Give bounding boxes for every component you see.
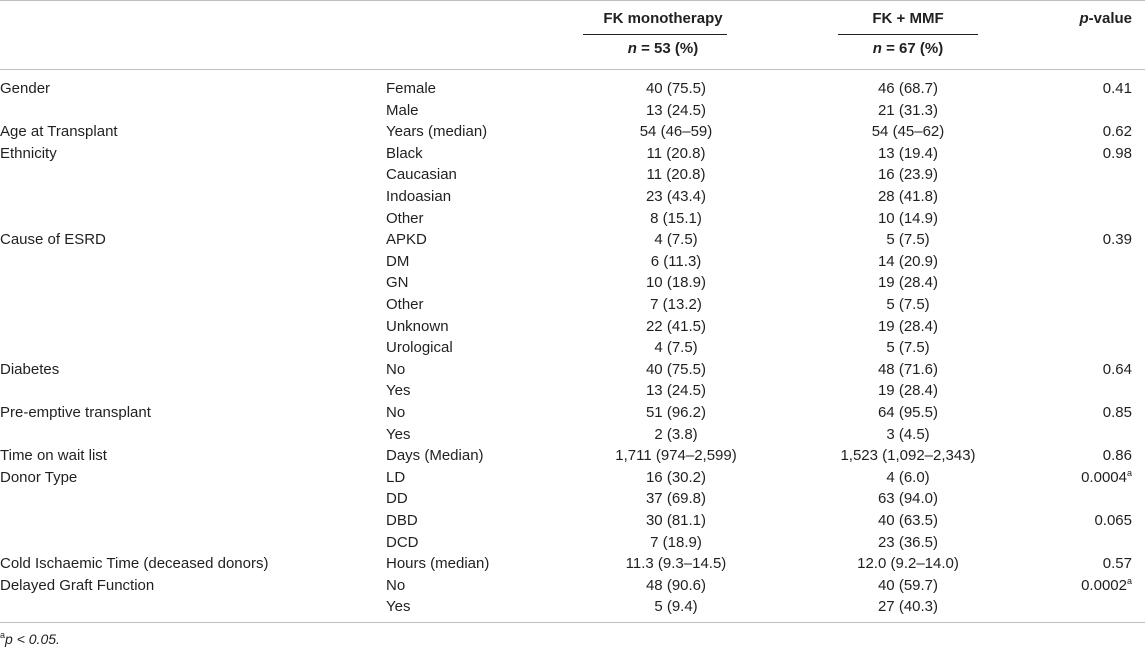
fk-mmf-cell: 28 (41.8) — [877, 188, 939, 205]
p-value-cell: 0.57 — [1102, 555, 1132, 573]
fk-monotherapy-cell: 11 (20.8) — [646, 166, 706, 184]
table-row — [0, 553, 1145, 575]
fk-monotherapy-cell: 13 (24.5) — [645, 382, 707, 400]
fk-mmf-cell: 21 (31.3) — [877, 101, 939, 119]
fk-monotherapy-cell: 30 (81.1) — [645, 512, 707, 529]
category-cell: Female — [386, 80, 437, 97]
category-cell: APKD — [386, 231, 427, 249]
category-cell: DD — [386, 490, 408, 508]
category-cell: DCD — [386, 533, 419, 551]
category-cell: Male — [386, 101, 419, 119]
category-cell: Days (Median) — [386, 447, 484, 465]
header-mmf-n: n = 67 (%) — [872, 40, 944, 57]
fk-monotherapy-cell: 8 (15.1) — [650, 209, 702, 227]
table-row — [0, 424, 1145, 446]
table-row — [0, 445, 1145, 467]
category-cell: Caucasian — [386, 166, 457, 184]
table-row — [0, 488, 1145, 510]
p-value-cell: 0.065 — [1094, 512, 1132, 529]
category-cell: DBD — [386, 512, 418, 529]
footnote-p: p — [5, 631, 13, 647]
p-value-cell: 0.86 — [1102, 447, 1132, 465]
table-row — [0, 294, 1145, 316]
p-value-cell: 0.64 — [1102, 360, 1132, 378]
category-cell: Urological — [386, 339, 453, 357]
table-row — [0, 143, 1145, 165]
category-cell: Black — [386, 144, 423, 162]
category-cell: Yes — [386, 382, 411, 400]
category-cell: Other — [386, 296, 424, 313]
fk-mmf-cell: 40 (59.7) — [877, 576, 939, 594]
fk-mmf-cell: 12.0 (9.2–14.0) — [857, 555, 959, 573]
table-row — [0, 510, 1145, 532]
variable-cell: Ethnicity — [0, 144, 57, 162]
category-cell: No — [386, 360, 406, 378]
category-cell: DM — [386, 252, 410, 270]
variable-cell: Time on wait list — [0, 447, 107, 465]
fk-mmf-cell: 63 (94.0) — [877, 490, 939, 508]
fk-mmf-cell: 23 (36.5) — [877, 533, 939, 551]
fk-mmf-cell: 5 (7.5) — [886, 231, 930, 249]
category-cell: Unknown — [386, 317, 449, 335]
fk-mmf-cell: 3 (4.5) — [886, 425, 930, 443]
footnote-marker: a — [0, 630, 6, 640]
fk-monotherapy-cell: 7 (13.2) — [650, 296, 702, 313]
fk-monotherapy-cell: 2 (3.8) — [654, 425, 698, 443]
table-row — [0, 337, 1145, 359]
variable-cell: Cause of ESRD — [0, 231, 106, 249]
bottom-rule — [0, 622, 1145, 623]
significance-marker: a — [1126, 467, 1132, 478]
header-fk-underline — [583, 34, 727, 35]
table-row — [0, 575, 1145, 597]
category-cell: GN — [386, 274, 409, 292]
fk-monotherapy-cell: 6 (11.3) — [650, 252, 702, 270]
fk-mmf-cell: 13 (19.4) — [877, 144, 939, 162]
fk-monotherapy-cell: 13 (24.5) — [645, 101, 707, 119]
table-row — [0, 229, 1145, 251]
table-row — [0, 532, 1145, 554]
fk-mmf-cell: 40 (63.5) — [877, 512, 939, 529]
table-row — [0, 316, 1145, 338]
fk-monotherapy-cell: 51 (96.2) — [645, 404, 707, 421]
header-fk-monotherapy: FK monotherapy — [603, 10, 723, 27]
category-cell: Indoasian — [386, 188, 452, 205]
fk-mmf-cell: 48 (71.6) — [877, 360, 939, 378]
category-cell: Hours (median) — [386, 555, 490, 573]
fk-mmf-cell: 19 (28.4) — [877, 317, 939, 335]
footnote — [0, 631, 60, 647]
fk-mmf-cell: 10 (14.9) — [877, 209, 939, 227]
category-cell: Years (median) — [386, 123, 488, 141]
category-cell: No — [386, 576, 406, 594]
p-value-cell: 0.62 — [1102, 123, 1132, 141]
fk-mmf-cell: 1,523 (1,092–2,343) — [840, 447, 976, 465]
table-row — [0, 251, 1145, 273]
fk-monotherapy-cell: 37 (69.8) — [645, 490, 707, 508]
variable-cell: Age at Transplant — [0, 123, 118, 141]
table-row — [0, 272, 1145, 294]
p-value-cell: 0.0002$^a$ — [1081, 575, 1132, 594]
fk-monotherapy-cell: 7 (18.9) — [650, 533, 702, 551]
fk-monotherapy-cell: 40 (75.5) — [645, 360, 707, 378]
header-fk-mmf: FK + MMF — [872, 10, 944, 27]
fk-monotherapy-cell: 40 (75.5) — [645, 80, 707, 97]
fk-monotherapy-cell: 54 (46–59) — [639, 123, 713, 141]
header-mmf-underline — [838, 34, 978, 35]
header-fk-n: n = 53 (%) — [627, 40, 699, 57]
fk-mmf-cell: 19 (28.4) — [877, 382, 939, 400]
variable-cell: Donor Type — [0, 468, 78, 486]
table-row — [0, 100, 1145, 122]
fk-monotherapy-cell: 11 (20.8) — [646, 144, 706, 162]
table-row — [0, 208, 1145, 230]
p-value-cell: 0.85 — [1102, 404, 1132, 421]
fk-monotherapy-cell: 4 (7.5) — [654, 339, 698, 357]
table-row — [0, 402, 1145, 424]
table-row — [0, 467, 1145, 489]
variable-cell: Diabetes — [0, 360, 60, 378]
category-cell: LD — [386, 468, 406, 486]
footnote-text: < 0.05. — [12, 631, 60, 647]
table-row — [0, 186, 1145, 208]
p-value-cell: 0.98 — [1102, 144, 1132, 162]
fk-mmf-cell: 4 (6.0) — [886, 468, 930, 486]
fk-mmf-cell: 19 (28.4) — [877, 274, 939, 292]
category-cell: Yes — [386, 598, 411, 616]
fk-mmf-cell: 27 (40.3) — [877, 598, 939, 616]
fk-monotherapy-cell: 22 (41.5) — [645, 317, 707, 335]
fk-monotherapy-cell: 23 (43.4) — [645, 188, 707, 205]
table-row — [0, 164, 1145, 186]
fk-mmf-cell: 16 (23.9) — [877, 166, 939, 184]
table-row — [0, 596, 1145, 618]
p-value-cell: 0.0004$^a$ — [1081, 467, 1132, 486]
variable-cell: Cold Ischaemic Time (deceased donors) — [0, 555, 269, 573]
table-row — [0, 359, 1145, 381]
header-p-value: p-value — [1079, 10, 1132, 27]
fk-mmf-cell: 14 (20.9) — [877, 252, 939, 270]
table-row — [0, 121, 1145, 143]
table-row — [0, 78, 1145, 100]
significance-marker: a — [1126, 575, 1132, 586]
variable-cell: Pre-emptive transplant — [0, 404, 151, 421]
fk-mmf-cell: 5 (7.5) — [886, 296, 930, 313]
category-cell: Other — [386, 209, 424, 227]
fk-mmf-cell: 54 (45–62) — [871, 123, 945, 141]
header-rule — [0, 69, 1145, 70]
variable-cell: Gender — [0, 80, 51, 97]
fk-monotherapy-cell: 5 (9.4) — [654, 598, 698, 616]
table-row — [0, 380, 1145, 402]
category-cell: No — [386, 404, 406, 421]
fk-mmf-cell: 46 (68.7) — [877, 80, 939, 97]
p-value-cell: 0.41 — [1102, 80, 1132, 97]
top-rule — [0, 0, 1145, 1]
fk-mmf-cell: 64 (95.5) — [877, 404, 939, 421]
fk-monotherapy-cell: 10 (18.9) — [645, 274, 707, 292]
variable-cell: Delayed Graft Function — [0, 576, 155, 594]
fk-monotherapy-cell: 16 (30.2) — [645, 468, 707, 486]
fk-monotherapy-cell: 4 (7.5) — [654, 231, 698, 249]
fk-monotherapy-cell: 11.3 (9.3–14.5) — [625, 555, 727, 573]
fk-monotherapy-cell: 48 (90.6) — [645, 576, 707, 594]
fk-mmf-cell: 5 (7.5) — [886, 339, 930, 357]
fk-monotherapy-cell: 1,711 (974–2,599) — [615, 447, 737, 465]
p-value-cell: 0.39 — [1102, 231, 1132, 249]
category-cell: Yes — [386, 425, 411, 443]
